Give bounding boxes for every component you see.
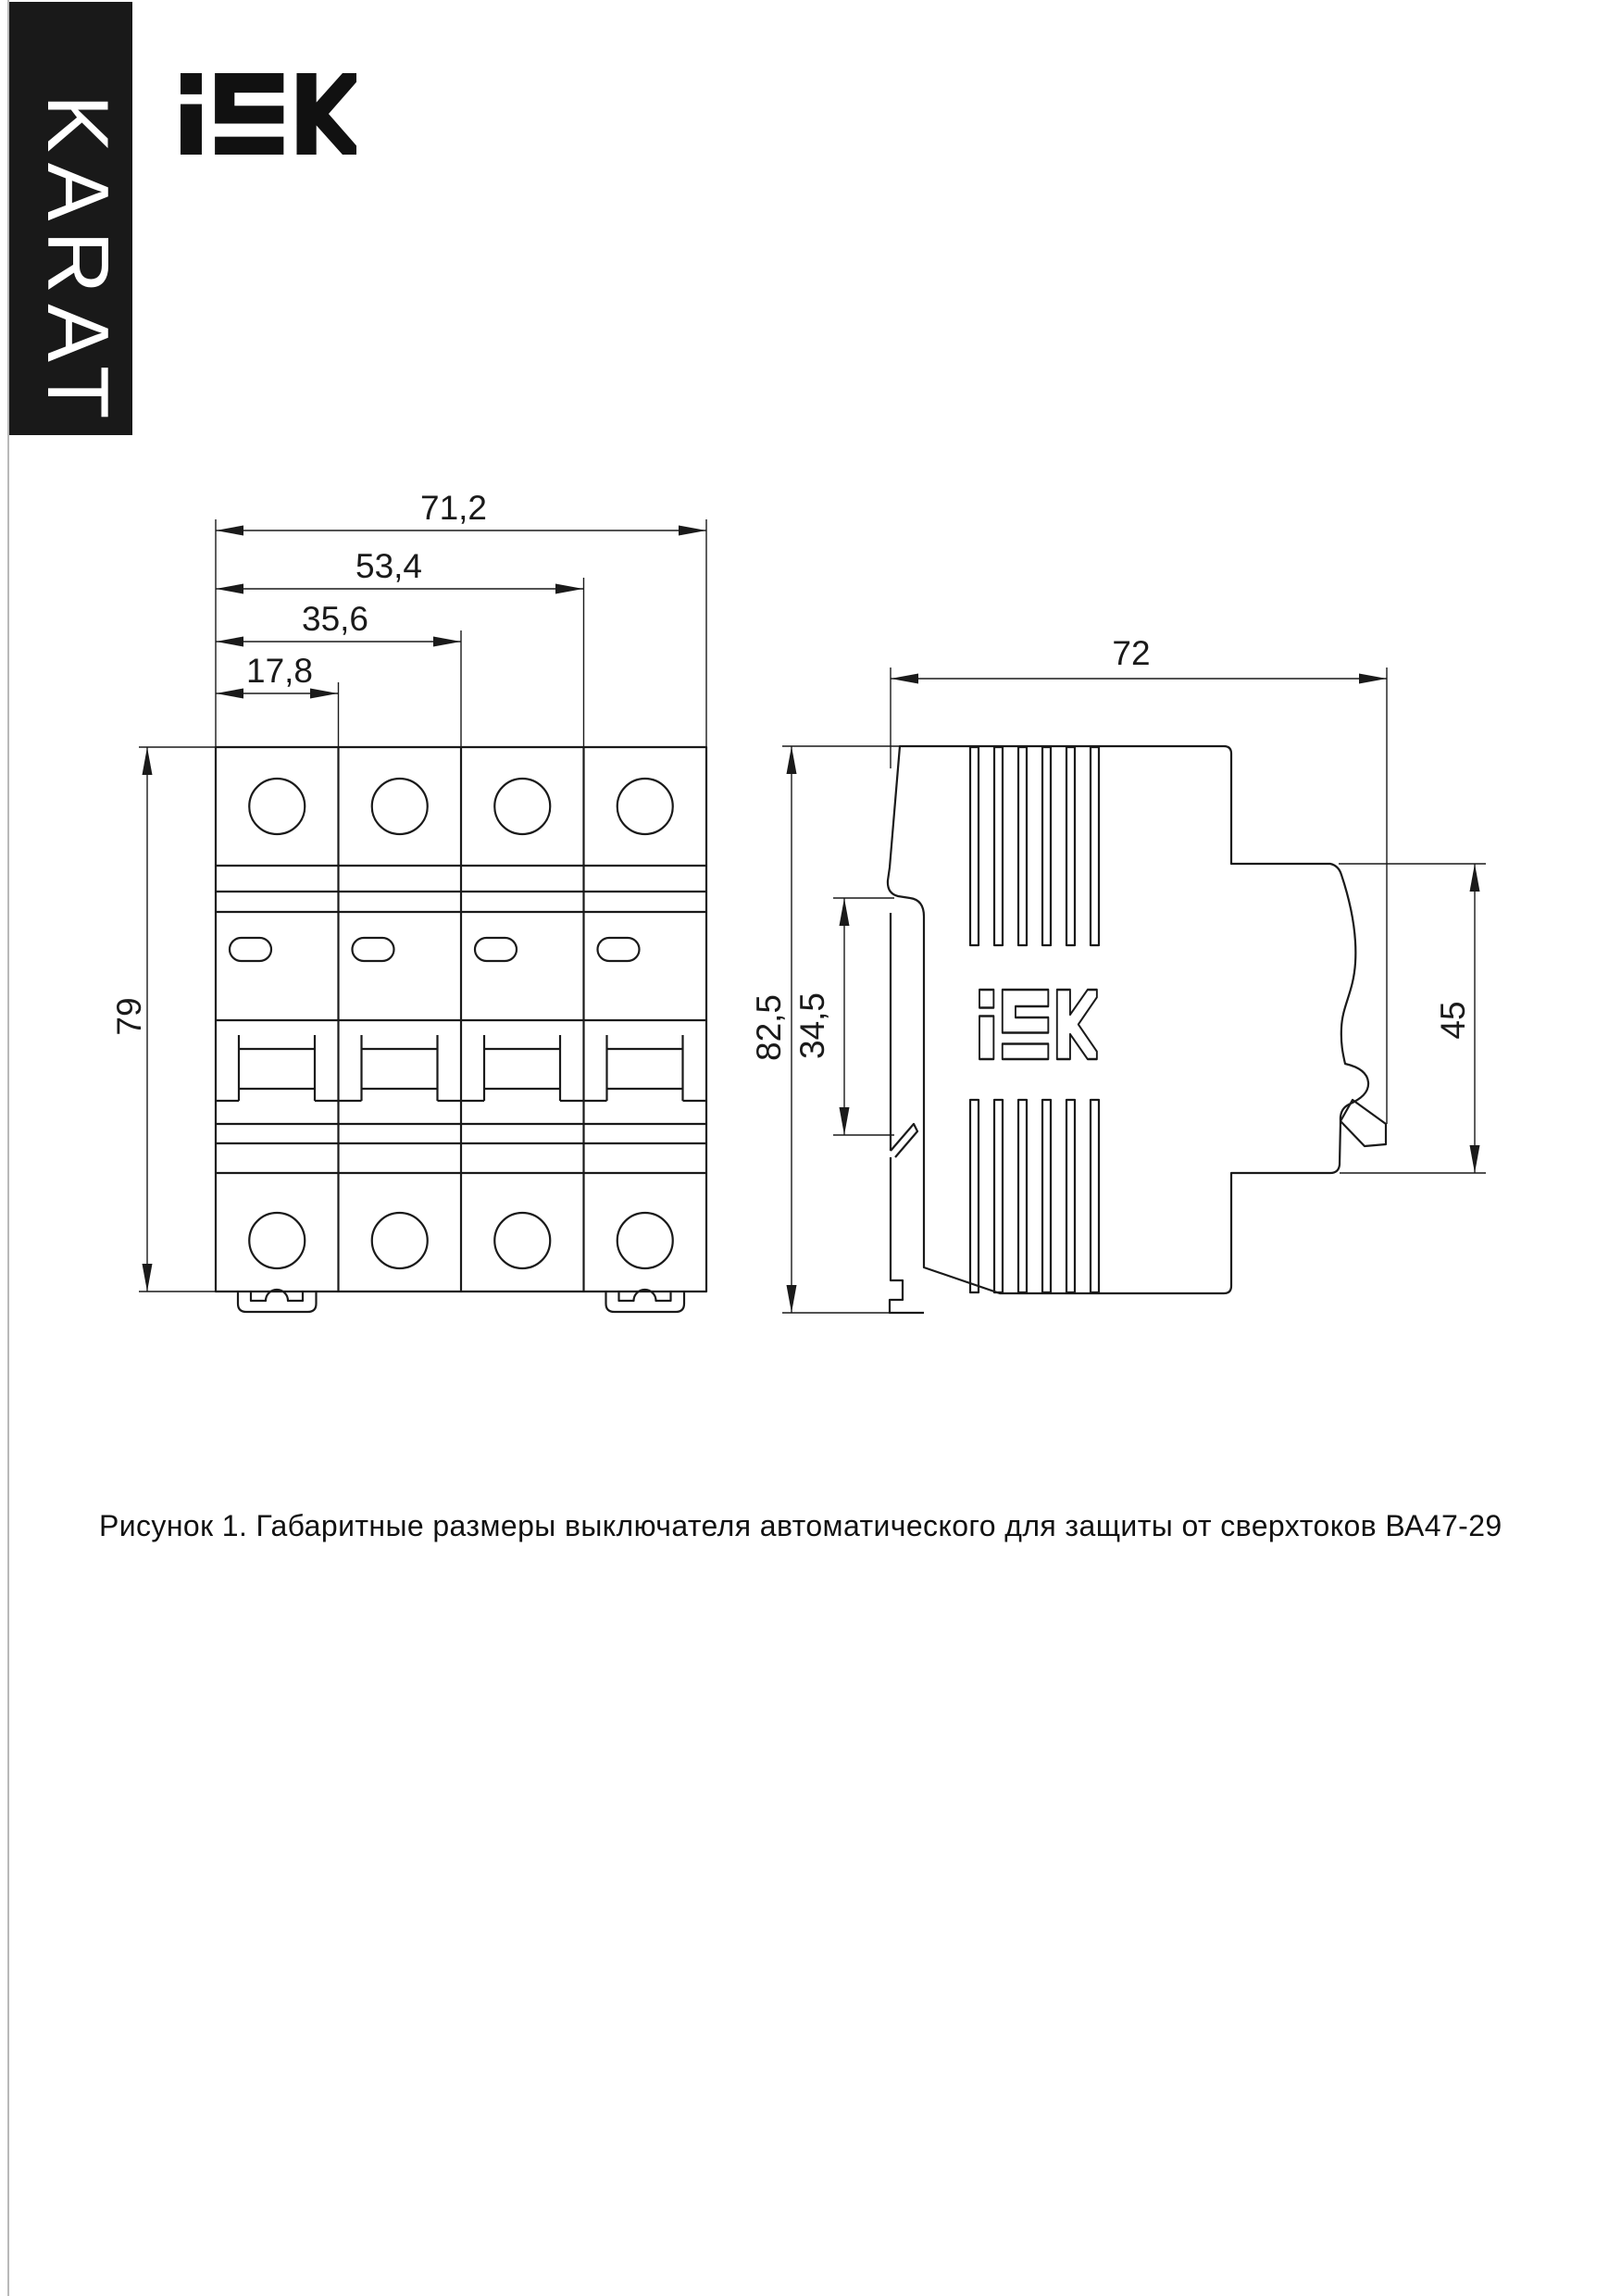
dim-label-total-height: 82,5 bbox=[750, 993, 788, 1062]
figure-caption: Рисунок 1. Габаритные размеры выключателя автоматического для защиты от сверхтоков ВА47-29 bbox=[99, 1509, 1503, 1542]
dim-label-depth: 72 bbox=[1112, 634, 1151, 672]
din-clips-front bbox=[238, 1290, 684, 1312]
front-view-drawing bbox=[216, 747, 706, 1312]
vent-slots-lower bbox=[970, 1100, 1099, 1292]
dim-label-two-pole: 35,6 bbox=[301, 600, 369, 638]
iek-logo-outline bbox=[979, 990, 1097, 1059]
dim-label-front-height: 45 bbox=[1434, 1001, 1472, 1040]
dim-label-rail-window: 34,5 bbox=[793, 992, 831, 1060]
dim-label-height: 79 bbox=[110, 997, 148, 1036]
din-clip-latch bbox=[891, 1124, 917, 1157]
dim-label-one-pole: 17,8 bbox=[245, 652, 314, 690]
toggle-handle-side bbox=[1340, 1100, 1386, 1146]
label-windows bbox=[230, 938, 640, 961]
breaker-body-side bbox=[888, 746, 1368, 1293]
dim-label-three-pole: 53,4 bbox=[355, 547, 423, 585]
dimension-arrowheads bbox=[143, 526, 1480, 1314]
din-clip-side bbox=[890, 1157, 924, 1313]
vent-slots-upper bbox=[970, 747, 1099, 945]
side-view-drawing bbox=[888, 746, 1386, 1313]
dim-label-total-width: 71,2 bbox=[419, 489, 488, 527]
karat-banner-label: KARAT bbox=[30, 94, 127, 430]
